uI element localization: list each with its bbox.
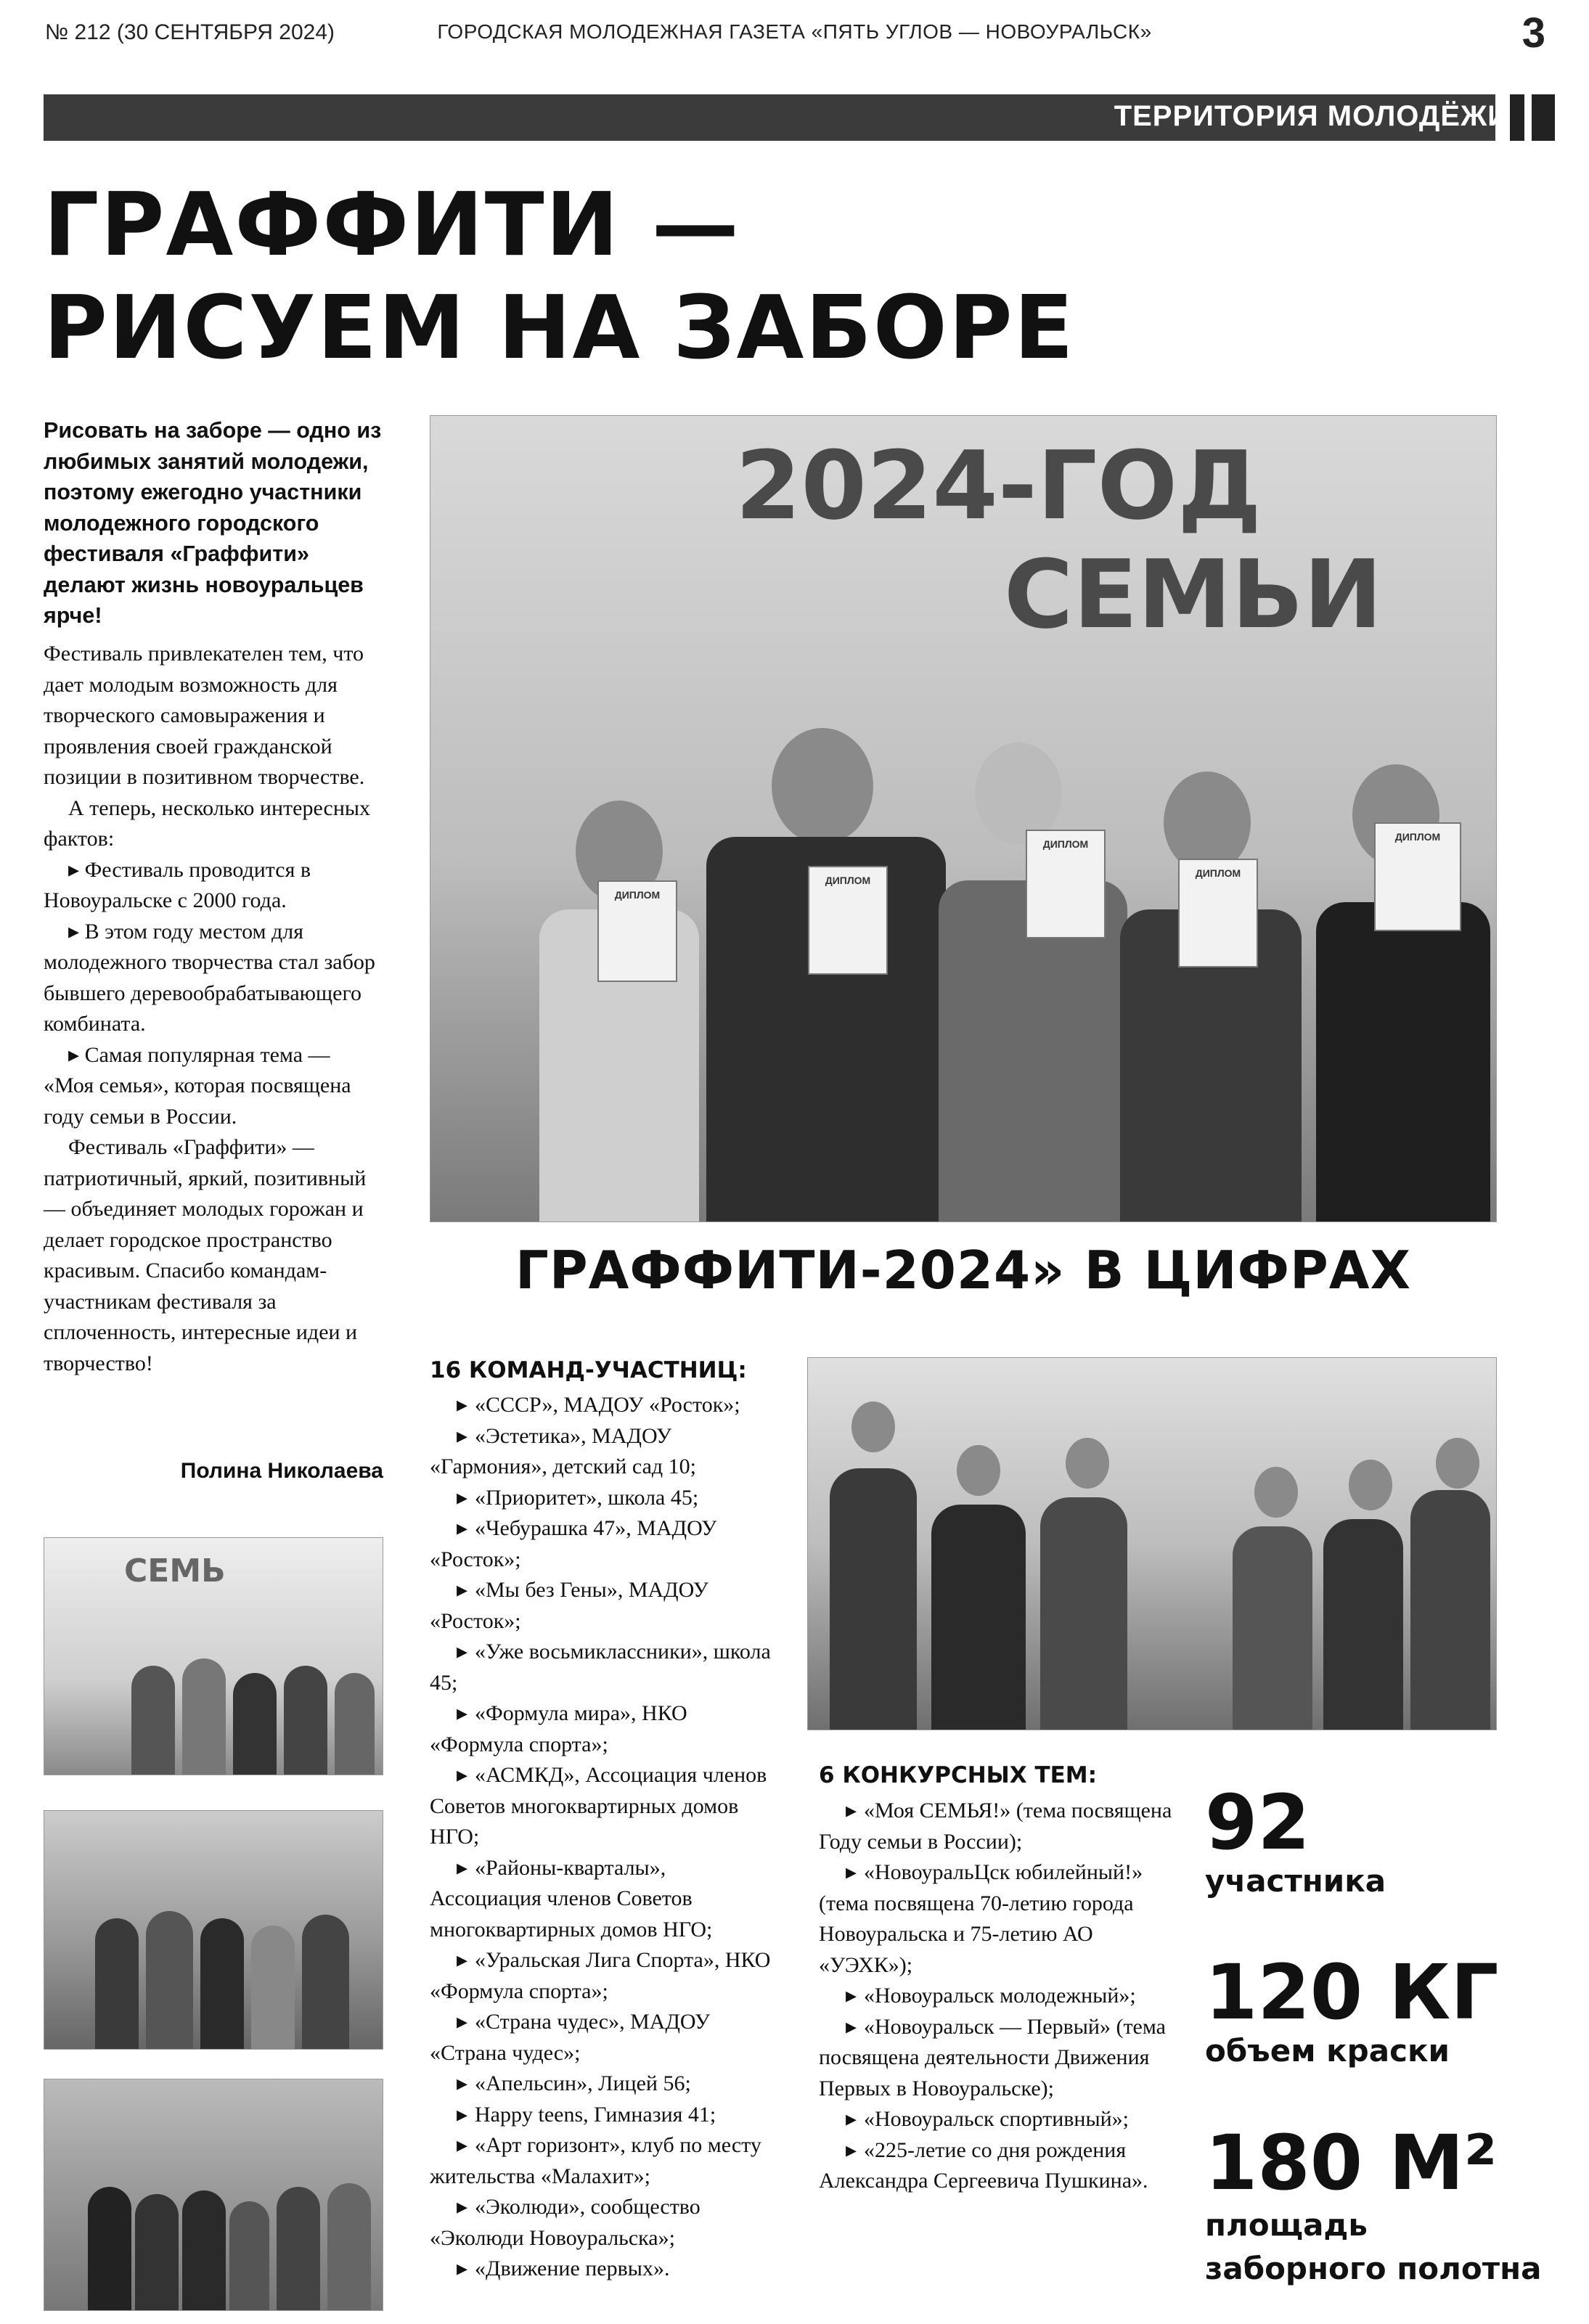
stat-label: участника xyxy=(1205,1863,1386,1899)
diploma: ДИПЛОМ xyxy=(1026,830,1106,938)
list-item: ▸ «Уже восьмиклассники», школа 45; xyxy=(430,1637,771,1698)
fact-item: ▸ Самая популярная тема — «Моя семья», которая посвящена году семьи в России. xyxy=(44,1042,351,1129)
person-figure xyxy=(146,1911,193,2049)
list-item: ▸ «Эколюди», сообщество «Эколюди Новоуральска»; xyxy=(430,2192,771,2254)
bullet-icon: ▸ xyxy=(456,1516,467,1540)
article-lead: Рисовать на заборе — одно из любимых занятий молодежи, поэтому ежегодно участники молодежного городского фестиваля «Граффити» делают жизнь новоуральцев ярче! xyxy=(44,418,382,628)
main-photo xyxy=(430,415,1497,1222)
article-author: Полина Николаева xyxy=(180,1459,383,1483)
newspaper-name: ГОРОДСКАЯ МОЛОДЕЖНАЯ ГАЗЕТА «ПЯТЬ УГЛОВ — НОВОУРАЛЬСК» xyxy=(437,20,1152,43)
list-item: ▸ «Формула мира», НКО «Формула спорта»; xyxy=(430,1698,771,1760)
list-item: ▸ «Чебурашка 47», МАДОУ «Росток»; xyxy=(430,1513,771,1575)
person-head xyxy=(1436,1438,1479,1489)
person-figure xyxy=(1040,1497,1127,1730)
bullet-icon: ▸ xyxy=(68,1042,80,1067)
group-photo xyxy=(807,1357,1497,1730)
body-paragraph: А теперь, несколько интересных фактов: xyxy=(44,795,371,851)
person-figure xyxy=(302,1915,349,2049)
person-figure xyxy=(88,2187,131,2310)
list-item: ▸ «Районы-кварталы», Ассоциация членов Советов многоквартирных домов НГО; xyxy=(430,1853,771,1946)
group-photo xyxy=(44,2079,383,2311)
bullet-icon: ▸ xyxy=(456,2257,467,2280)
headline-line-2: РИСУЕМ НА ЗАБОРЕ xyxy=(44,278,1075,379)
fact-item: ▸ Фестиваль проводится в Новоуральске с 2000 года. xyxy=(44,857,311,912)
person-head xyxy=(1254,1467,1298,1518)
list-item: ▸ «Страна чудес», МАДОУ «Страна чудес»; xyxy=(430,2007,771,2069)
stat-label: площадь xyxy=(1205,2207,1368,2243)
list-item: ▸ «Новоуральск молодежный»; xyxy=(819,1981,1177,2012)
person-figure xyxy=(229,2201,269,2310)
list-item: ▸ «Апельсин», Лицей 56; xyxy=(430,2069,771,2100)
list-item: ▸ «СССР», МАДОУ «Росток»; xyxy=(430,1390,771,1421)
bullet-icon: ▸ xyxy=(68,919,80,944)
article-headline xyxy=(44,174,1205,380)
list-item: ▸ «Эстетика», МАДОУ «Гармония», детский сад 10; xyxy=(430,1421,771,1483)
diploma: ДИПЛОМ xyxy=(1374,822,1461,931)
person-figure xyxy=(200,1918,244,2049)
list-item: ▸ «Уральская Лига Спорта», НКО «Формула спорта»; xyxy=(430,1945,771,2007)
stat-label: заборного полотна xyxy=(1205,2251,1542,2286)
list-item: ▸ Happy teens, Гимназия 41; xyxy=(430,2100,771,2131)
bullet-icon: ▸ xyxy=(456,2195,467,2219)
bullet-icon: ▸ xyxy=(845,1860,857,1884)
person-head xyxy=(1349,1460,1392,1510)
diploma: ДИПЛОМ xyxy=(597,880,677,982)
bullet-icon: ▸ xyxy=(845,1984,857,2008)
person-head xyxy=(851,1402,895,1452)
group-photo xyxy=(44,1537,383,1775)
person-figure xyxy=(1410,1490,1490,1730)
list-item: ▸ «Мы без Гены», МАДОУ «Росток»; xyxy=(430,1575,771,1637)
rubric-marker xyxy=(1532,94,1555,141)
rubric-marker xyxy=(1510,94,1524,141)
person-figure xyxy=(931,1505,1026,1730)
wall-graffiti-text: СЕМЬИ xyxy=(1004,539,1383,650)
group-photo xyxy=(44,1810,383,2050)
issue-number: № 212 (30 СЕНТЯБРЯ 2024) xyxy=(45,20,335,44)
list-item: ▸ «Моя СЕМЬЯ!» (тема посвящена Году семьи в России); xyxy=(819,1796,1177,1857)
person-head xyxy=(975,742,1062,844)
bullet-icon: ▸ xyxy=(845,2107,857,2131)
bullet-icon: ▸ xyxy=(456,1701,467,1725)
bullet-icon: ▸ xyxy=(456,2010,467,2034)
person-figure xyxy=(327,2183,371,2310)
person-head xyxy=(1066,1438,1109,1489)
stat-value: 180 М² xyxy=(1205,2119,1498,2207)
person-figure xyxy=(182,1658,226,1775)
bullet-icon: ▸ xyxy=(456,1423,467,1448)
bullet-icon: ▸ xyxy=(456,2071,467,2095)
themes-title: 6 КОНКУРСНЫХ ТЕМ: xyxy=(819,1762,1098,1788)
wall-graffiti-text: СЕМЬ xyxy=(124,1552,226,1589)
list-item: ▸ «НовоуральЦск юбилейный!» (тема посвящена 70-летию города Новоуральска и 75-летию АО «УЭХК»); xyxy=(819,1857,1177,1981)
person-figure xyxy=(95,1918,139,2049)
bullet-icon: ▸ xyxy=(456,1485,467,1510)
teams-title: 16 КОМАНД-УЧАСТНИЦ: xyxy=(430,1357,747,1383)
diploma: ДИПЛОМ xyxy=(1178,859,1258,967)
person-figure xyxy=(233,1673,277,1775)
person-figure xyxy=(284,1666,327,1775)
body-paragraph: Фестиваль привлекателен тем, что дает молодым возможность для творческого самовыражения и проявления своей гражданской позиции в позитивном творчестве. xyxy=(44,642,365,789)
person-figure xyxy=(131,1666,175,1775)
section-title: ГРАФФИТИ-2024» В ЦИФРАХ xyxy=(515,1240,1412,1301)
person-figure xyxy=(830,1468,917,1730)
bullet-icon: ▸ xyxy=(845,1799,857,1822)
page-number: 3 xyxy=(1521,9,1545,57)
list-item: ▸ «Движение первых». xyxy=(430,2254,771,2285)
fact-item: ▸ В этом году местом для молодежного творчества стал забор бывшего деревообрабатывающего комбината. xyxy=(44,919,375,1036)
teams-list xyxy=(430,1390,771,2285)
bullet-icon: ▸ xyxy=(456,1948,467,1972)
rubric-title: ТЕРРИТОРИЯ МОЛОДЁЖИ xyxy=(1114,100,1509,132)
bullet-icon: ▸ xyxy=(456,1855,467,1880)
person-figure xyxy=(335,1673,375,1775)
bullet-icon: ▸ xyxy=(456,2133,467,2157)
stat-label: объем краски xyxy=(1205,2033,1450,2069)
person-figure xyxy=(182,2190,226,2310)
article-body xyxy=(44,639,385,1379)
list-item: ▸ «Новоуральск спортивный»; xyxy=(819,2104,1177,2135)
list-item: ▸ «225-летие со дня рождения Александра Сергеевича Пушкина». xyxy=(819,2135,1177,2197)
list-item: ▸ «Арт горизонт», клуб по месту жительства «Малахит»; xyxy=(430,2130,771,2192)
person-head xyxy=(1164,772,1251,873)
bullet-icon: ▸ xyxy=(456,2102,467,2127)
person-head xyxy=(772,728,873,844)
person-head xyxy=(957,1445,1000,1496)
diploma: ДИПЛОМ xyxy=(808,866,888,975)
bullet-icon: ▸ xyxy=(456,1578,467,1602)
person-figure xyxy=(135,2194,179,2310)
stat-value: 120 КГ xyxy=(1205,1948,1499,2037)
themes-list xyxy=(819,1796,1177,2197)
list-item: ▸ «Приоритет», школа 45; xyxy=(430,1483,771,1514)
bullet-icon: ▸ xyxy=(845,2137,857,2162)
body-paragraph: Фестиваль «Граффити» — патриотичный, яркий, позитивный — объединяет молодых горожан и делает городское пространство красивым. Спасибо командам-участникам фестиваля за сплоченность, интересные идеи и творчество! xyxy=(44,1135,367,1375)
headline-line-1: ГРАФФИТИ — xyxy=(44,175,740,276)
bullet-icon: ▸ xyxy=(845,2014,857,2039)
person-figure xyxy=(277,2187,320,2310)
wall-graffiti-text: 2024-ГОД xyxy=(735,430,1262,541)
bullet-icon: ▸ xyxy=(68,857,80,882)
person-figure xyxy=(1323,1519,1403,1730)
bullet-icon: ▸ xyxy=(456,1393,467,1417)
bullet-icon: ▸ xyxy=(456,1640,467,1664)
person-figure xyxy=(1316,902,1490,1222)
person-figure xyxy=(1233,1526,1312,1730)
list-item: ▸ «Новоуральск — Первый» (тема посвящена деятельности Движения Первых в Новоуральске); xyxy=(819,2012,1177,2105)
stat-value: 92 xyxy=(1205,1778,1310,1867)
bullet-icon: ▸ xyxy=(456,1763,467,1787)
person-figure xyxy=(251,1926,295,2049)
list-item: ▸ «АСМКД», Ассоциация членов Советов многоквартирных домов НГО; xyxy=(430,1760,771,1853)
